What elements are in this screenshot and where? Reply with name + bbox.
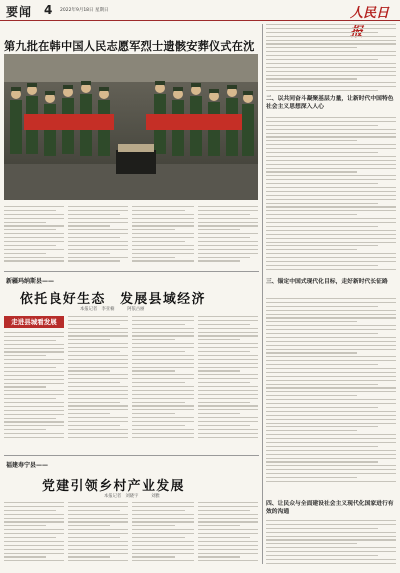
feature-col-3 <box>132 316 194 450</box>
lead-body-col-2 <box>68 206 128 266</box>
right-subhead-3: 四、让民众与全面建设社会主义现代化国家进行有效的沟通 <box>266 501 394 515</box>
masthead <box>0 0 400 40</box>
issue-date: 2022年9月18日 星期日 <box>60 8 109 13</box>
lead-body-col-3 <box>132 206 194 266</box>
lead-photo <box>4 54 258 200</box>
right-body-lower <box>266 298 396 498</box>
feature2-col-4 <box>198 502 258 568</box>
right-subhead-1: 二、以共同奋斗凝聚基层力量，让新时代中国特色社会主义思想深入人心 <box>266 96 394 110</box>
newspaper-logo: 人民日报 <box>350 6 390 40</box>
feature-kicker: 新疆玛纳斯县—— <box>6 278 55 285</box>
feature2-kicker: 福建寿宁县—— <box>6 462 49 469</box>
feature2-col-1 <box>4 502 64 568</box>
section-rule-2 <box>4 455 259 456</box>
feature2-col-3 <box>132 502 194 568</box>
lead-body-col-1 <box>4 206 64 266</box>
feature-byline: 本报记者 李亚楠 阿依古丽 <box>80 307 145 312</box>
lead-headline: 第九批在韩中国人民志愿军烈士遗骸安葬仪式在沈 <box>4 39 255 53</box>
feature2-title: 党建引领乡村产业发展 <box>42 479 185 494</box>
ceremony-photo-illustration <box>4 54 258 200</box>
feature2-byline: 本报记者 刘晓宇 刘雅 <box>104 494 160 499</box>
feature2-col-2 <box>68 502 128 568</box>
feature-col-1 <box>4 332 64 450</box>
section-rule-1 <box>4 271 259 272</box>
section-name: 要闻 <box>6 5 33 19</box>
right-body-bottom <box>266 520 396 568</box>
feature-title: 依托良好生态 发展县域经济 <box>20 292 206 307</box>
right-body-top <box>266 24 396 94</box>
page-number: 4 <box>44 3 53 17</box>
right-body-mid <box>266 117 396 277</box>
right-subhead-2: 三、锚定中国式现代化目标，走好新时代长征路 <box>266 279 388 285</box>
feature-col-4 <box>198 316 258 450</box>
lead-body-col-4 <box>198 206 258 266</box>
feature-tag: 走进县城看发展 <box>4 316 64 328</box>
column-divider <box>262 24 263 564</box>
feature-col-2 <box>68 316 128 450</box>
